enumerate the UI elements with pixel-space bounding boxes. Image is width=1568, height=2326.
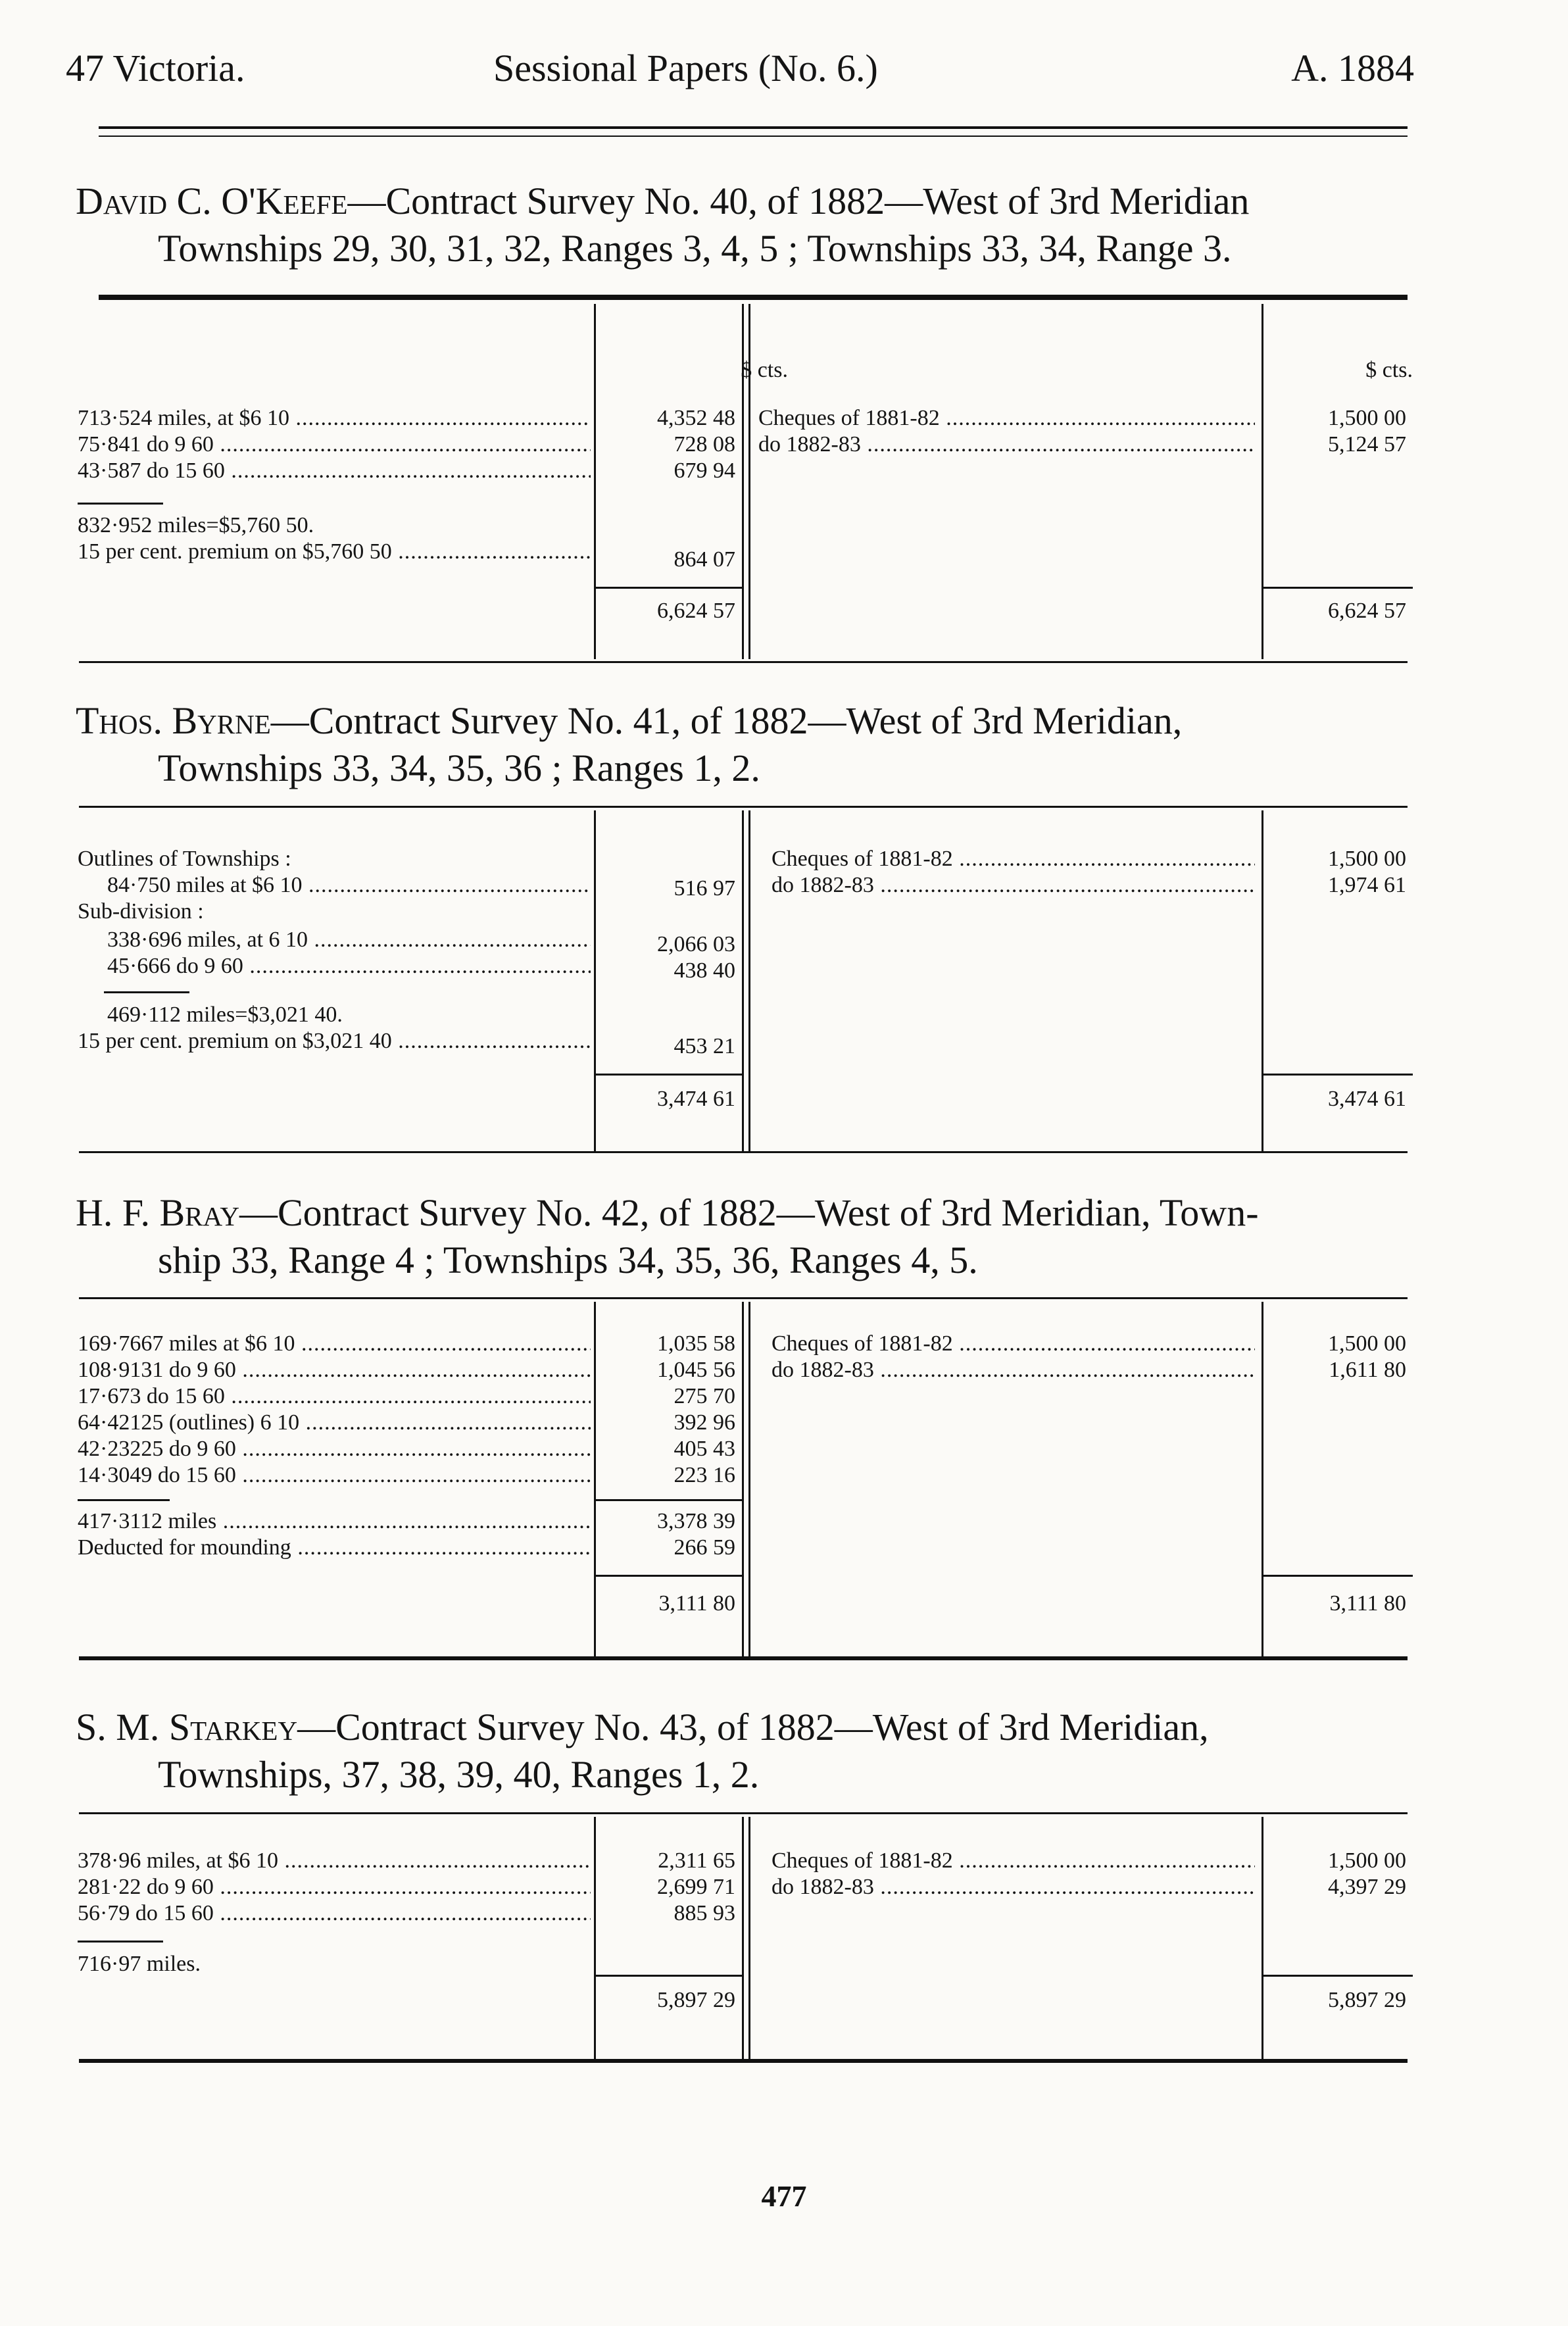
col-divider: [1262, 304, 1263, 659]
line-item: 45·666 do 9 60 .....: [107, 954, 591, 978]
line-amount: 1,045 56: [657, 1358, 735, 1382]
section-end-rule: [79, 1656, 1408, 1660]
payment-amount: 1,500 00: [1328, 406, 1406, 430]
col-divider: [594, 810, 596, 1152]
payment-item: Cheques of 1881-82 .....: [772, 1848, 1255, 1873]
title-line2: Townships 33, 34, 35, 36 ; Ranges 1, 2.: [158, 747, 760, 789]
line-amount: 4,352 48: [657, 406, 735, 430]
payment-item: do 1882-83 .....: [772, 873, 1255, 897]
line-item: 338·696 miles, at 6 10 .....: [107, 928, 591, 952]
col-divider: [1262, 1817, 1263, 2060]
col-divider: [1262, 810, 1263, 1152]
col-divider: [594, 304, 596, 659]
payment-amount: 4,397 29: [1328, 1875, 1406, 1899]
header-title: Sessional Papers (No. 6.): [493, 47, 878, 89]
total-rule: [1262, 1975, 1413, 1977]
line-amount: 266 59: [674, 1535, 735, 1560]
col-divider: [748, 304, 750, 659]
section-title: [76, 697, 1431, 792]
left-total: 3,111 80: [658, 1591, 735, 1616]
section-title: [76, 1189, 1431, 1284]
section-end-rule: [79, 2059, 1408, 2063]
col-divider: [742, 810, 744, 1152]
right-total: 6,624 57: [1328, 599, 1406, 623]
title-rest: —Contract Survey No. 43, of 1882—West of 3rd Meridian,: [297, 1706, 1209, 1748]
sum-rule: [78, 503, 163, 505]
line-item: 713·524 miles, at $6 10 .....: [78, 406, 591, 430]
line-item: Deducted for mounding .....: [78, 1535, 591, 1560]
line-amount: 275 70: [674, 1384, 735, 1408]
line-amount: 679 94: [674, 458, 735, 483]
section-end-rule: [79, 1151, 1408, 1153]
section-end-rule: [79, 661, 1408, 663]
line-item: 832·952 miles=$5,760 50.: [78, 513, 314, 537]
payment-item: Cheques of 1881-82 .....: [772, 847, 1255, 871]
line-amount: 405 43: [674, 1437, 735, 1461]
col-divider: [742, 1302, 744, 1657]
line-item: 417·3112 miles .....: [78, 1509, 591, 1533]
total-rule: [594, 1575, 742, 1577]
line-amount: 3,378 39: [657, 1509, 735, 1533]
line-item: 64·42125 (outlines) 6 10 .....: [78, 1410, 591, 1435]
line-amount: 885 93: [674, 1901, 735, 1925]
payment-item: Cheques of 1881-82 .....: [772, 1331, 1255, 1356]
line-item: 716·97 miles.: [78, 1952, 201, 1976]
account-table: [78, 304, 1413, 659]
payment-item: do 1882-83 .....: [772, 1358, 1255, 1382]
title-line2: ship 33, Range 4 ; Townships 34, 35, 36, Ranges 4, 5.: [158, 1239, 978, 1281]
payment-item: do 1882-83 .....: [758, 432, 1255, 457]
sum-rule: [78, 1941, 163, 1942]
line-item: 169·7667 miles at $6 10 .....: [78, 1331, 591, 1356]
line-item: 469·112 miles=$3,021 40.: [107, 1002, 343, 1027]
header-year: A. 1884: [1291, 47, 1414, 89]
sum-rule: [78, 1499, 170, 1501]
total-rule: [1262, 1575, 1413, 1577]
payment-amount: 5,124 57: [1328, 432, 1406, 457]
col-divider: [748, 1817, 750, 2060]
title-line2: Townships, 37, 38, 39, 40, Ranges 1, 2.: [158, 1753, 760, 1796]
surveyor-name: H. F. Bray: [76, 1191, 239, 1234]
line-amount: 392 96: [674, 1410, 735, 1435]
line-item: 15 per cent. premium on $5,760 50 .....: [78, 539, 591, 564]
line-item: 15 per cent. premium on $3,021 40 .....: [78, 1029, 591, 1053]
line-amount: 453 21: [674, 1034, 735, 1058]
line-amount: 223 16: [674, 1463, 735, 1487]
section-title: [76, 1704, 1431, 1798]
total-rule: [594, 587, 742, 589]
line-item: 281·22 do 9 60 .....: [78, 1875, 591, 1899]
payment-amount: 1,500 00: [1328, 1848, 1406, 1873]
sum-rule-col: [594, 1499, 742, 1501]
surveyor-name: S. M. Starkey: [76, 1706, 298, 1748]
line-amount: 728 08: [674, 432, 735, 457]
payment-amount: 1,974 61: [1328, 873, 1406, 897]
section-title: [76, 178, 1431, 272]
right-total: 3,474 61: [1328, 1087, 1406, 1111]
payment-item: do 1882-83 .....: [772, 1875, 1255, 1899]
payment-amount: 1,611 80: [1329, 1358, 1406, 1382]
left-total: 5,897 29: [657, 1988, 735, 2012]
line-amount: 438 40: [674, 958, 735, 983]
line-item: Sub-division :: [78, 899, 204, 924]
surveyor-name: David C. O'Keefe: [76, 180, 348, 222]
total-rule: [1262, 587, 1413, 589]
col-divider: [742, 1817, 744, 2060]
payment-amount: 1,500 00: [1328, 847, 1406, 871]
line-item: 17·673 do 15 60 .....: [78, 1384, 591, 1408]
col-divider: [594, 1302, 596, 1657]
title-rest: —Contract Survey No. 40, of 1882—West of 3rd Meridian: [347, 180, 1250, 222]
line-amount: 516 97: [674, 876, 735, 901]
col-head-right: $ cts.: [1365, 358, 1413, 382]
payment-item: Cheques of 1881-82 .....: [758, 406, 1255, 430]
header-rule: [99, 126, 1408, 137]
total-rule: [594, 1074, 742, 1076]
running-header: [66, 46, 1414, 105]
line-item: 56·79 do 15 60 .....: [78, 1901, 591, 1925]
title-rest: —Contract Survey No. 41, of 1882—West of 3rd Meridian,: [270, 699, 1183, 742]
line-item: Outlines of Townships :: [78, 847, 291, 871]
total-rule: [1262, 1074, 1413, 1076]
left-total: 6,624 57: [657, 599, 735, 623]
right-total: 3,111 80: [1329, 1591, 1406, 1616]
account-table: [78, 1817, 1413, 2060]
title-rest: —Contract Survey No. 42, of 1882—West of 3rd Meridian, Town-: [239, 1191, 1259, 1234]
total-rule: [594, 1975, 742, 1977]
col-divider: [594, 1817, 596, 2060]
surveyor-name: Thos. Byrne: [76, 699, 271, 742]
col-divider: [748, 810, 750, 1152]
line-item: 14·3049 do 15 60 .....: [78, 1463, 591, 1487]
account-table: [78, 810, 1413, 1152]
line-item: 378·96 miles, at $6 10 .....: [78, 1848, 591, 1873]
account-table: [78, 1302, 1413, 1657]
line-amount: 2,311 65: [658, 1848, 735, 1873]
sum-rule: [104, 991, 189, 993]
col-divider: [748, 1302, 750, 1657]
section-rule: [79, 1812, 1408, 1814]
left-total: 3,474 61: [657, 1087, 735, 1111]
line-item: 75·841 do 9 60 .....: [78, 432, 591, 457]
header-volume: 47 Victoria.: [66, 47, 245, 89]
title-line2: Townships 29, 30, 31, 32, Ranges 3, 4, 5 ; Townships 33, 34, Range 3.: [158, 227, 1232, 270]
payment-amount: 1,500 00: [1328, 1331, 1406, 1356]
col-divider: [742, 304, 744, 659]
line-item: 42·23225 do 9 60 .....: [78, 1437, 591, 1461]
line-amount: 864 07: [674, 547, 735, 572]
section-rule: [99, 295, 1408, 300]
col-divider: [1262, 1302, 1263, 1657]
right-total: 5,897 29: [1328, 1988, 1406, 2012]
line-item: 43·587 do 15 60 .....: [78, 458, 591, 483]
line-item: 84·750 miles at $6 10 .....: [107, 873, 591, 897]
section-rule: [79, 1297, 1408, 1299]
section-rule: [79, 806, 1408, 808]
line-amount: 2,066 03: [657, 932, 735, 956]
line-amount: 2,699 71: [657, 1875, 735, 1899]
page-number: 477: [761, 2179, 807, 2213]
line-amount: 1,035 58: [657, 1331, 735, 1356]
line-item: 108·9131 do 9 60 .....: [78, 1358, 591, 1382]
col-head-left: $ cts.: [741, 358, 788, 382]
